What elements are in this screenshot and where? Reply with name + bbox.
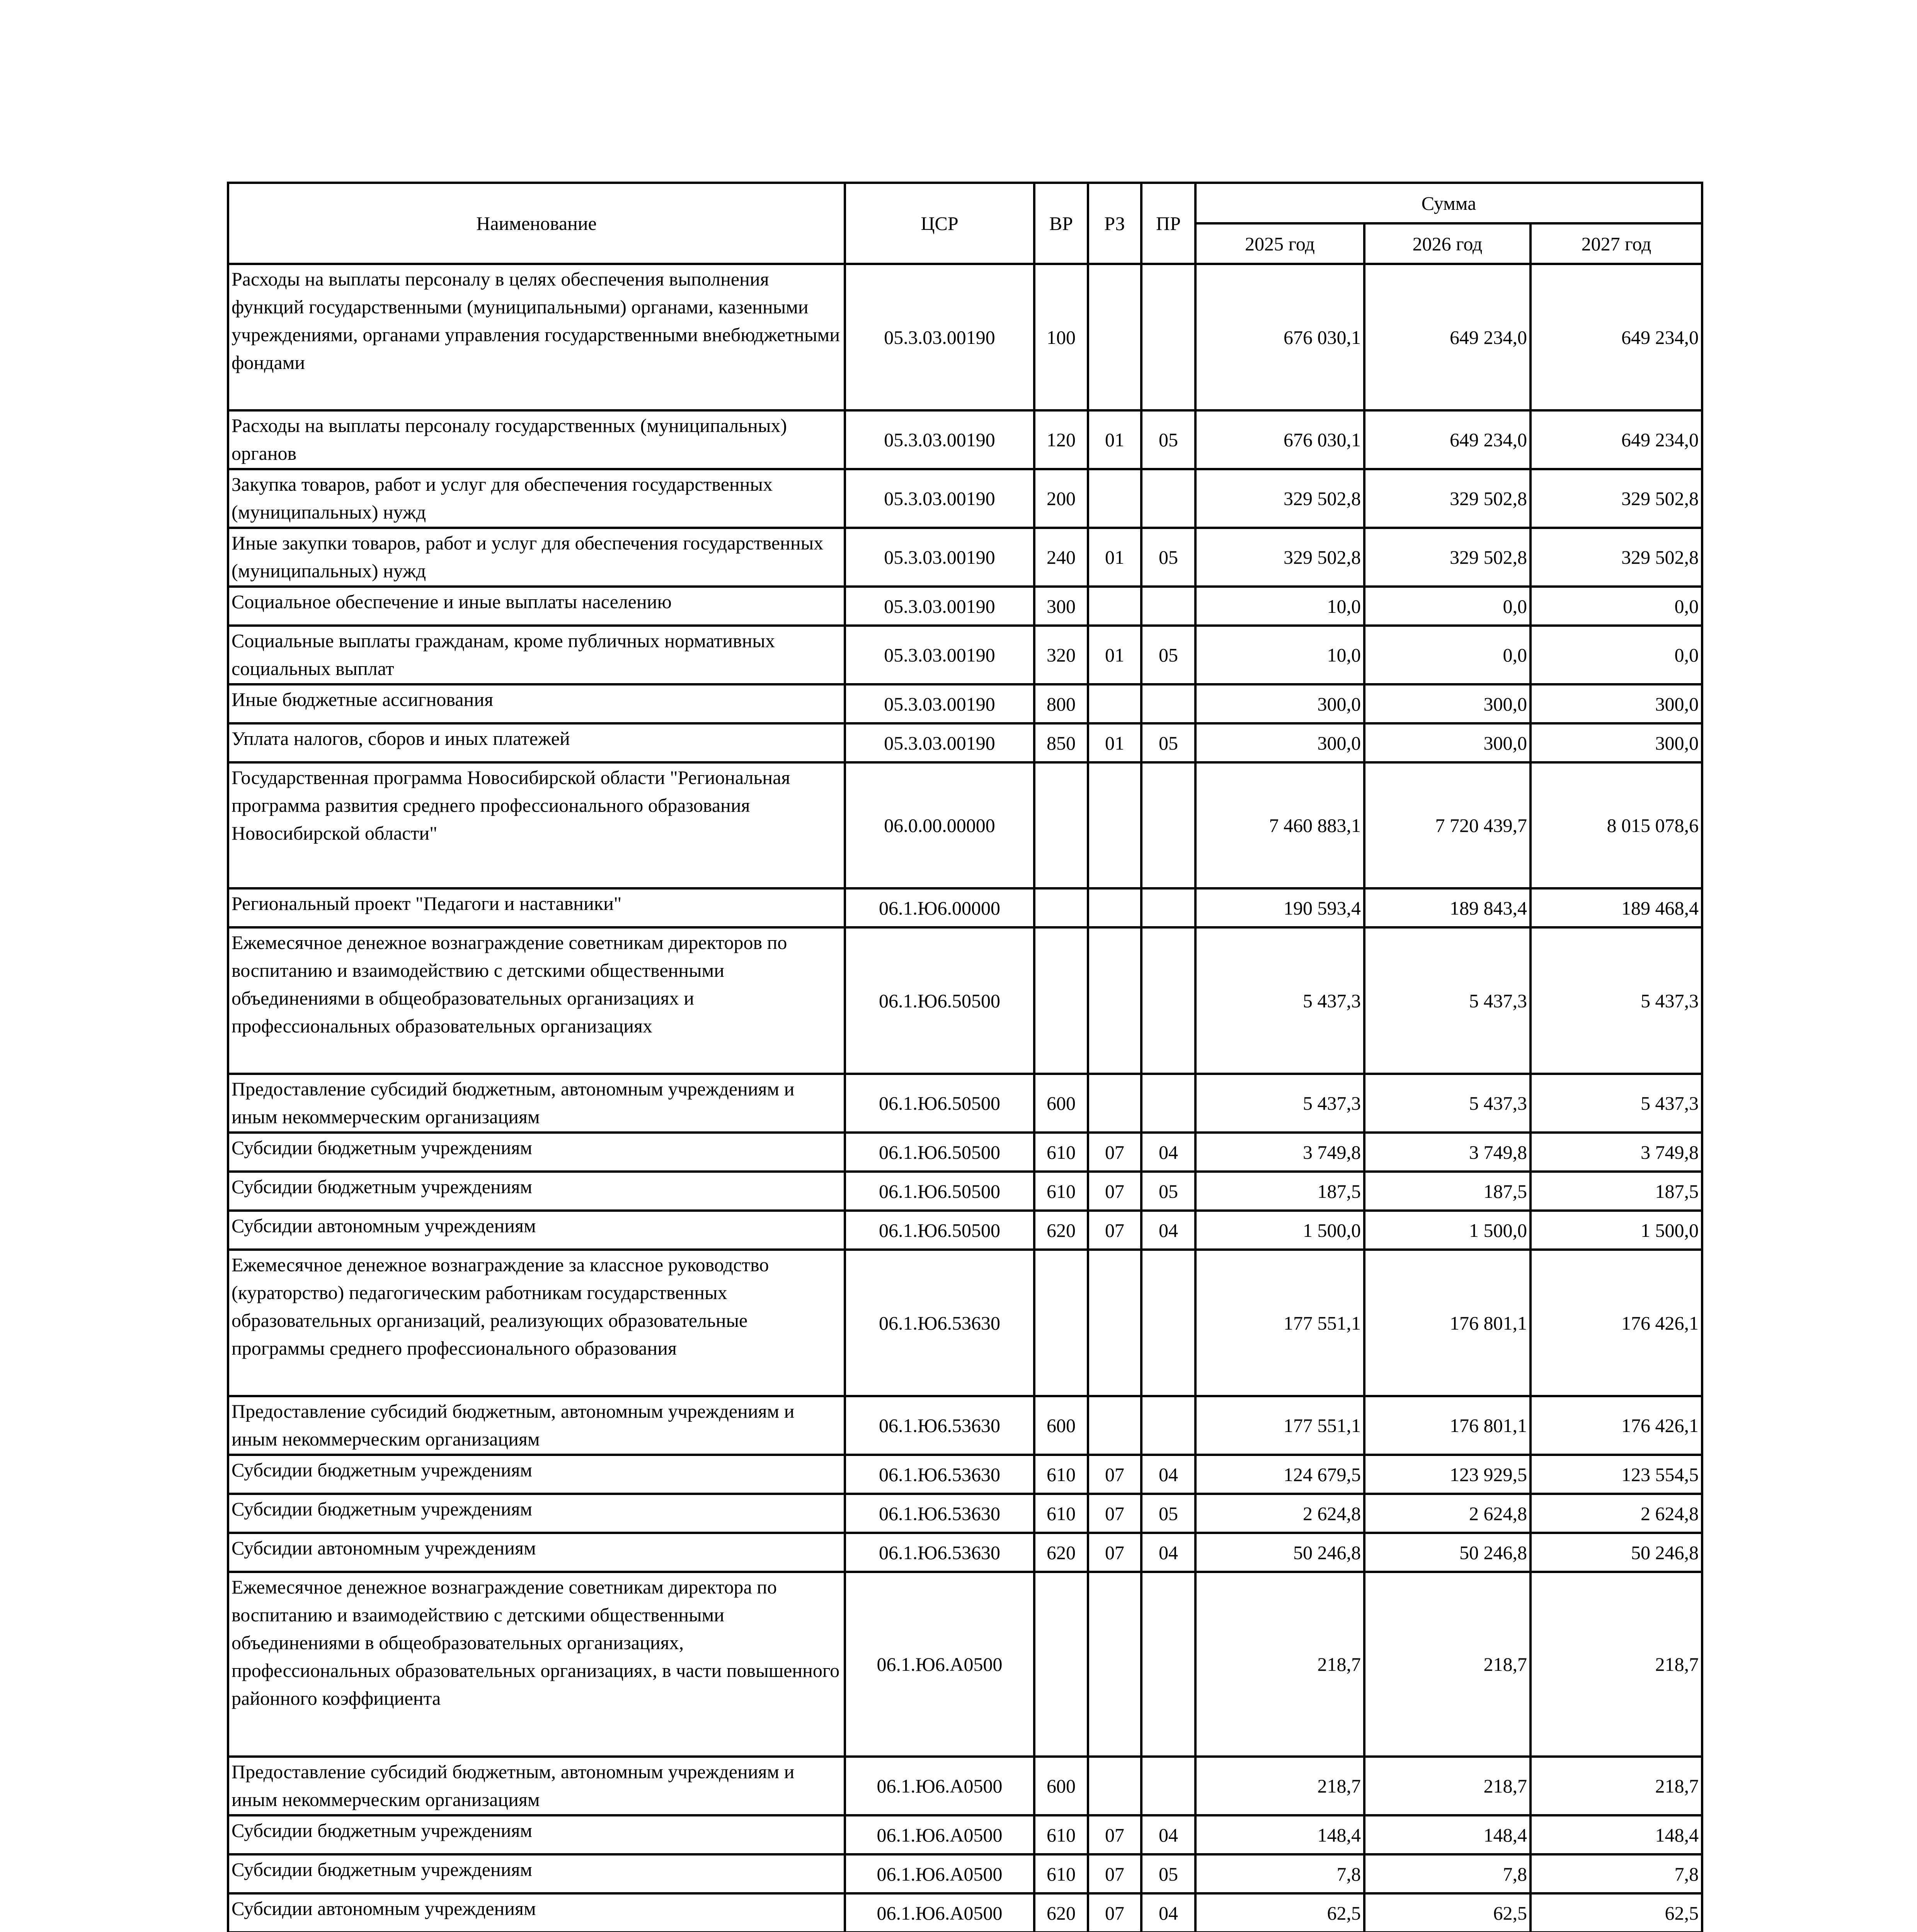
table-cell-2025: 7,8 xyxy=(1195,1854,1364,1893)
table-cell-pr: 05 xyxy=(1141,528,1195,587)
table-cell-2025: 10,0 xyxy=(1195,587,1364,626)
table-row xyxy=(228,1533,1702,1572)
table-cell-vr xyxy=(1034,888,1088,927)
table-cell-vr: 620 xyxy=(1034,1533,1088,1572)
table-cell-2027: 5 437,3 xyxy=(1531,1074,1702,1133)
table-cell-vr: 320 xyxy=(1034,626,1088,684)
table-cell-name: Субсидии бюджетным учреждениям xyxy=(228,1815,845,1854)
table-cell-csr: 06.1.Ю6.50500 xyxy=(845,1074,1034,1133)
table-cell-2027: 300,0 xyxy=(1531,723,1702,762)
table-cell-name: Социальное обеспечение и иные выплаты населению xyxy=(228,587,845,626)
table-cell-csr: 06.1.Ю6.00000 xyxy=(845,888,1034,927)
table-cell-rz xyxy=(1088,927,1141,1074)
table-row xyxy=(228,264,1702,410)
header-csr: ЦСР xyxy=(845,183,1034,264)
table-row xyxy=(228,888,1702,927)
table-cell-csr: 06.1.Ю6.А0500 xyxy=(845,1757,1034,1815)
header-year-2026: 2026 год xyxy=(1364,223,1531,264)
table-cell-2025: 190 593,4 xyxy=(1195,888,1364,927)
table-cell-2025: 177 551,1 xyxy=(1195,1250,1364,1396)
table-cell-2026: 329 502,8 xyxy=(1364,469,1531,528)
table-cell-2027: 1 500,0 xyxy=(1531,1211,1702,1250)
table-cell-pr: 05 xyxy=(1141,410,1195,469)
table-cell-rz: 01 xyxy=(1088,528,1141,587)
table-cell-pr xyxy=(1141,469,1195,528)
table-cell-2025: 148,4 xyxy=(1195,1815,1364,1854)
table-cell-rz: 07 xyxy=(1088,1494,1141,1533)
table-cell-name: Предоставление субсидий бюджетным, автономным учреждениям и иным некоммерческим организациям xyxy=(228,1757,845,1815)
table-cell-csr: 06.1.Ю6.А0500 xyxy=(845,1815,1034,1854)
table-cell-csr: 06.1.Ю6.А0500 xyxy=(845,1854,1034,1893)
table-cell-2026: 300,0 xyxy=(1364,684,1531,723)
table-cell-name: Субсидии бюджетным учреждениям xyxy=(228,1172,845,1211)
table-cell-vr xyxy=(1034,1250,1088,1396)
table-cell-2027: 176 426,1 xyxy=(1531,1250,1702,1396)
table-cell-name: Иные закупки товаров, работ и услуг для обеспечения государственных (муниципальных) нужд xyxy=(228,528,845,587)
table-row xyxy=(228,410,1702,469)
table-cell-name: Закупка товаров, работ и услуг для обеспечения государственных (муниципальных) нужд xyxy=(228,469,845,528)
table-cell-pr xyxy=(1141,927,1195,1074)
header-year-2027: 2027 год xyxy=(1531,223,1702,264)
table-cell-vr: 100 xyxy=(1034,264,1088,410)
table-cell-rz xyxy=(1088,762,1141,888)
table-cell-2027: 649 234,0 xyxy=(1531,410,1702,469)
table-cell-2027: 218,7 xyxy=(1531,1757,1702,1815)
table-cell-2026: 7,8 xyxy=(1364,1854,1531,1893)
table-cell-csr: 06.1.Ю6.А0500 xyxy=(845,1572,1034,1757)
table-cell-2027: 649 234,0 xyxy=(1531,264,1702,410)
table-cell-name: Региональный проект "Педагоги и наставники" xyxy=(228,888,845,927)
table-row xyxy=(228,927,1702,1074)
table-cell-2027: 3 749,8 xyxy=(1531,1133,1702,1172)
table-cell-rz: 07 xyxy=(1088,1211,1141,1250)
table-cell-2026: 50 246,8 xyxy=(1364,1533,1531,1572)
table-cell-name: Ежемесячное денежное вознаграждение советникам директора по воспитанию и взаимодействию с детскими общественными объединениями в общеобразовательных организациях, профессиональных образовательных организациях, в части повышенного районного коэффициента xyxy=(228,1572,845,1757)
table-cell-csr: 05.3.03.00190 xyxy=(845,528,1034,587)
table-row xyxy=(228,1250,1702,1396)
table-cell-2025: 50 246,8 xyxy=(1195,1533,1364,1572)
table-cell-rz xyxy=(1088,587,1141,626)
table-cell-2027: 62,5 xyxy=(1531,1893,1702,1932)
table-cell-pr: 04 xyxy=(1141,1893,1195,1932)
table-cell-vr: 200 xyxy=(1034,469,1088,528)
table-cell-name: Субсидии автономным учреждениям xyxy=(228,1893,845,1932)
table-cell-pr: 04 xyxy=(1141,1815,1195,1854)
table-cell-name: Иные бюджетные ассигнования xyxy=(228,684,845,723)
table-cell-2026: 187,5 xyxy=(1364,1172,1531,1211)
table-row xyxy=(228,1815,1702,1854)
table-cell-2025: 329 502,8 xyxy=(1195,528,1364,587)
table-row xyxy=(228,469,1702,528)
table-cell-2026: 5 437,3 xyxy=(1364,1074,1531,1133)
table-row xyxy=(228,1757,1702,1815)
table-cell-2027: 176 426,1 xyxy=(1531,1396,1702,1455)
table-row xyxy=(228,1455,1702,1494)
table-cell-name: Расходы на выплаты персоналу государственных (муниципальных) органов xyxy=(228,410,845,469)
table-cell-csr: 06.1.Ю6.53630 xyxy=(845,1533,1034,1572)
table-cell-2026: 123 929,5 xyxy=(1364,1455,1531,1494)
table-cell-2025: 177 551,1 xyxy=(1195,1396,1364,1455)
table-row xyxy=(228,626,1702,684)
header-rz: РЗ xyxy=(1088,183,1141,264)
table-row xyxy=(228,528,1702,587)
table-cell-csr: 06.1.Ю6.53630 xyxy=(845,1494,1034,1533)
table-cell-2027: 187,5 xyxy=(1531,1172,1702,1211)
table-cell-name: Субсидии бюджетным учреждениям xyxy=(228,1854,845,1893)
table-cell-rz: 07 xyxy=(1088,1893,1141,1932)
table-row xyxy=(228,1074,1702,1133)
table-body xyxy=(228,264,1702,1932)
table-cell-csr: 05.3.03.00190 xyxy=(845,264,1034,410)
table-cell-2027: 0,0 xyxy=(1531,587,1702,626)
table-cell-pr xyxy=(1141,1757,1195,1815)
table-cell-2027: 148,4 xyxy=(1531,1815,1702,1854)
table-cell-csr: 05.3.03.00190 xyxy=(845,626,1034,684)
table-cell-2025: 1 500,0 xyxy=(1195,1211,1364,1250)
table-cell-2027: 329 502,8 xyxy=(1531,528,1702,587)
table-cell-rz xyxy=(1088,684,1141,723)
table-cell-2027: 329 502,8 xyxy=(1531,469,1702,528)
table-cell-2025: 124 679,5 xyxy=(1195,1455,1364,1494)
table-cell-2025: 329 502,8 xyxy=(1195,469,1364,528)
table-cell-pr xyxy=(1141,1250,1195,1396)
table-cell-vr: 240 xyxy=(1034,528,1088,587)
table-cell-name: Субсидии бюджетным учреждениям xyxy=(228,1455,845,1494)
header-pr: ПР xyxy=(1141,183,1195,264)
table-cell-pr xyxy=(1141,684,1195,723)
table-cell-rz: 07 xyxy=(1088,1854,1141,1893)
table-cell-2025: 2 624,8 xyxy=(1195,1494,1364,1533)
table-cell-rz xyxy=(1088,1757,1141,1815)
header-sum: Сумма xyxy=(1195,183,1702,223)
table-cell-rz: 07 xyxy=(1088,1533,1141,1572)
table-cell-2025: 676 030,1 xyxy=(1195,264,1364,410)
table-cell-name: Предоставление субсидий бюджетным, автономным учреждениям и иным некоммерческим организациям xyxy=(228,1074,845,1133)
table-cell-2027: 50 246,8 xyxy=(1531,1533,1702,1572)
table-cell-pr xyxy=(1141,1074,1195,1133)
table-row xyxy=(228,1494,1702,1533)
table-cell-vr: 610 xyxy=(1034,1854,1088,1893)
table-cell-csr: 05.3.03.00190 xyxy=(845,469,1034,528)
table-row xyxy=(228,762,1702,888)
table-cell-name: Субсидии бюджетным учреждениям xyxy=(228,1133,845,1172)
table-cell-2027: 300,0 xyxy=(1531,684,1702,723)
table-cell-2027: 0,0 xyxy=(1531,626,1702,684)
table-cell-2025: 300,0 xyxy=(1195,723,1364,762)
table-cell-pr: 05 xyxy=(1141,1494,1195,1533)
table-cell-2026: 218,7 xyxy=(1364,1757,1531,1815)
table-cell-vr xyxy=(1034,1572,1088,1757)
table-cell-2026: 7 720 439,7 xyxy=(1364,762,1531,888)
table-cell-2026: 649 234,0 xyxy=(1364,410,1531,469)
table-cell-2026: 189 843,4 xyxy=(1364,888,1531,927)
table-cell-name: Субсидии автономным учреждениям xyxy=(228,1533,845,1572)
table-cell-pr: 05 xyxy=(1141,626,1195,684)
table-row xyxy=(228,1854,1702,1893)
table-cell-rz xyxy=(1088,1250,1141,1396)
table-cell-csr: 06.1.Ю6.50500 xyxy=(845,1172,1034,1211)
table-cell-name: Предоставление субсидий бюджетным, автономным учреждениям и иным некоммерческим организациям xyxy=(228,1396,845,1455)
table-cell-csr: 06.0.00.00000 xyxy=(845,762,1034,888)
table-cell-2025: 676 030,1 xyxy=(1195,410,1364,469)
table-cell-rz xyxy=(1088,1572,1141,1757)
table-cell-name: Расходы на выплаты персоналу в целях обеспечения выполнения функций государственными (муниципальными) органами, казенными учреждениями, органами управления государственными внебюджетными фондами xyxy=(228,264,845,410)
table-cell-pr: 04 xyxy=(1141,1533,1195,1572)
table-row xyxy=(228,1211,1702,1250)
table-cell-vr xyxy=(1034,762,1088,888)
table-cell-csr: 05.3.03.00190 xyxy=(845,723,1034,762)
table-cell-2026: 176 801,1 xyxy=(1364,1396,1531,1455)
table-cell-vr: 610 xyxy=(1034,1815,1088,1854)
table-row xyxy=(228,1396,1702,1455)
table-cell-csr: 05.3.03.00190 xyxy=(845,410,1034,469)
header-vr: ВР xyxy=(1034,183,1088,264)
table-row xyxy=(228,587,1702,626)
table-cell-csr: 06.1.Ю6.50500 xyxy=(845,1211,1034,1250)
table-cell-pr xyxy=(1141,888,1195,927)
table-cell-2027: 7,8 xyxy=(1531,1854,1702,1893)
table-cell-2027: 5 437,3 xyxy=(1531,927,1702,1074)
table-cell-rz: 01 xyxy=(1088,626,1141,684)
table-cell-2026: 62,5 xyxy=(1364,1893,1531,1932)
table-cell-2027: 218,7 xyxy=(1531,1572,1702,1757)
table-row xyxy=(228,684,1702,723)
table-cell-2026: 329 502,8 xyxy=(1364,528,1531,587)
table-cell-rz xyxy=(1088,888,1141,927)
table-cell-rz xyxy=(1088,1396,1141,1455)
table-cell-rz: 07 xyxy=(1088,1455,1141,1494)
table-cell-pr: 04 xyxy=(1141,1211,1195,1250)
table-cell-vr: 800 xyxy=(1034,684,1088,723)
table-cell-2025: 218,7 xyxy=(1195,1572,1364,1757)
table-cell-vr xyxy=(1034,927,1088,1074)
table-cell-vr: 620 xyxy=(1034,1893,1088,1932)
table-row xyxy=(228,723,1702,762)
table-cell-rz: 07 xyxy=(1088,1172,1141,1211)
table-cell-vr: 610 xyxy=(1034,1494,1088,1533)
header-year-2025: 2025 год xyxy=(1195,223,1364,264)
table-cell-2025: 3 749,8 xyxy=(1195,1133,1364,1172)
table-cell-csr: 05.3.03.00190 xyxy=(845,587,1034,626)
table-cell-pr: 04 xyxy=(1141,1133,1195,1172)
table-cell-vr: 610 xyxy=(1034,1455,1088,1494)
table-cell-name: Социальные выплаты гражданам, кроме публичных нормативных социальных выплат xyxy=(228,626,845,684)
table-cell-pr xyxy=(1141,587,1195,626)
table-cell-vr: 600 xyxy=(1034,1074,1088,1133)
table-cell-pr xyxy=(1141,762,1195,888)
table-cell-2026: 148,4 xyxy=(1364,1815,1531,1854)
table-cell-2025: 7 460 883,1 xyxy=(1195,762,1364,888)
table-cell-2026: 176 801,1 xyxy=(1364,1250,1531,1396)
table-cell-2025: 10,0 xyxy=(1195,626,1364,684)
table-cell-name: Субсидии автономным учреждениям xyxy=(228,1211,845,1250)
table-cell-rz: 07 xyxy=(1088,1133,1141,1172)
table-cell-vr: 600 xyxy=(1034,1757,1088,1815)
table-cell-csr: 06.1.Ю6.А0500 xyxy=(845,1893,1034,1932)
table-cell-vr: 300 xyxy=(1034,587,1088,626)
table-cell-pr xyxy=(1141,264,1195,410)
table-cell-2027: 2 624,8 xyxy=(1531,1494,1702,1533)
table-cell-2027: 8 015 078,6 xyxy=(1531,762,1702,888)
table-cell-vr: 850 xyxy=(1034,723,1088,762)
table-cell-pr: 05 xyxy=(1141,1172,1195,1211)
table-cell-csr: 06.1.Ю6.53630 xyxy=(845,1455,1034,1494)
table-cell-2027: 123 554,5 xyxy=(1531,1455,1702,1494)
table-cell-pr xyxy=(1141,1572,1195,1757)
table-row xyxy=(228,1893,1702,1932)
table-cell-pr: 05 xyxy=(1141,1854,1195,1893)
budget-table xyxy=(227,182,1703,1932)
table-cell-2025: 218,7 xyxy=(1195,1757,1364,1815)
table-cell-vr: 610 xyxy=(1034,1133,1088,1172)
table-cell-2027: 189 468,4 xyxy=(1531,888,1702,927)
table-cell-name: Государственная программа Новосибирской области "Региональная программа развития среднего профессионального образования Новосибирской области" xyxy=(228,762,845,888)
table-cell-2026: 649 234,0 xyxy=(1364,264,1531,410)
table-cell-csr: 06.1.Ю6.50500 xyxy=(845,1133,1034,1172)
table-cell-pr: 05 xyxy=(1141,723,1195,762)
table-cell-2026: 5 437,3 xyxy=(1364,927,1531,1074)
table-cell-pr: 04 xyxy=(1141,1455,1195,1494)
table-cell-vr: 120 xyxy=(1034,410,1088,469)
table-cell-2026: 300,0 xyxy=(1364,723,1531,762)
table-cell-2025: 62,5 xyxy=(1195,1893,1364,1932)
table-cell-pr xyxy=(1141,1396,1195,1455)
table-cell-rz: 01 xyxy=(1088,723,1141,762)
table-cell-csr: 06.1.Ю6.50500 xyxy=(845,927,1034,1074)
table-cell-2026: 2 624,8 xyxy=(1364,1494,1531,1533)
table-cell-rz xyxy=(1088,469,1141,528)
table-cell-2026: 218,7 xyxy=(1364,1572,1531,1757)
table-cell-rz xyxy=(1088,264,1141,410)
table-cell-2025: 5 437,3 xyxy=(1195,927,1364,1074)
table-row xyxy=(228,1172,1702,1211)
table-cell-name: Ежемесячное денежное вознаграждение советникам директоров по воспитанию и взаимодействию с детскими общественными объединениями в общеобразовательных организациях и профессиональных образовательных организациях xyxy=(228,927,845,1074)
table-cell-2025: 187,5 xyxy=(1195,1172,1364,1211)
table-cell-vr: 600 xyxy=(1034,1396,1088,1455)
table-cell-vr: 610 xyxy=(1034,1172,1088,1211)
header-name: Наименование xyxy=(228,183,845,264)
table-cell-csr: 06.1.Ю6.53630 xyxy=(845,1250,1034,1396)
table-cell-2025: 5 437,3 xyxy=(1195,1074,1364,1133)
table-cell-csr: 05.3.03.00190 xyxy=(845,684,1034,723)
table-row xyxy=(228,1572,1702,1757)
table-cell-name: Субсидии бюджетным учреждениям xyxy=(228,1494,845,1533)
table-cell-name: Ежемесячное денежное вознаграждение за классное руководство (кураторство) педагогическим работникам государственных образовательных организаций, реализующих образовательные программы среднего профессионального образования xyxy=(228,1250,845,1396)
table-cell-2025: 300,0 xyxy=(1195,684,1364,723)
table-cell-rz: 01 xyxy=(1088,410,1141,469)
table-cell-csr: 06.1.Ю6.53630 xyxy=(845,1396,1034,1455)
table-cell-name: Уплата налогов, сборов и иных платежей xyxy=(228,723,845,762)
table-cell-2026: 0,0 xyxy=(1364,587,1531,626)
table-cell-vr: 620 xyxy=(1034,1211,1088,1250)
table-cell-2026: 3 749,8 xyxy=(1364,1133,1531,1172)
table-cell-2026: 0,0 xyxy=(1364,626,1531,684)
table-cell-rz: 07 xyxy=(1088,1815,1141,1854)
table-row xyxy=(228,1133,1702,1172)
table-cell-2026: 1 500,0 xyxy=(1364,1211,1531,1250)
table-cell-rz xyxy=(1088,1074,1141,1133)
